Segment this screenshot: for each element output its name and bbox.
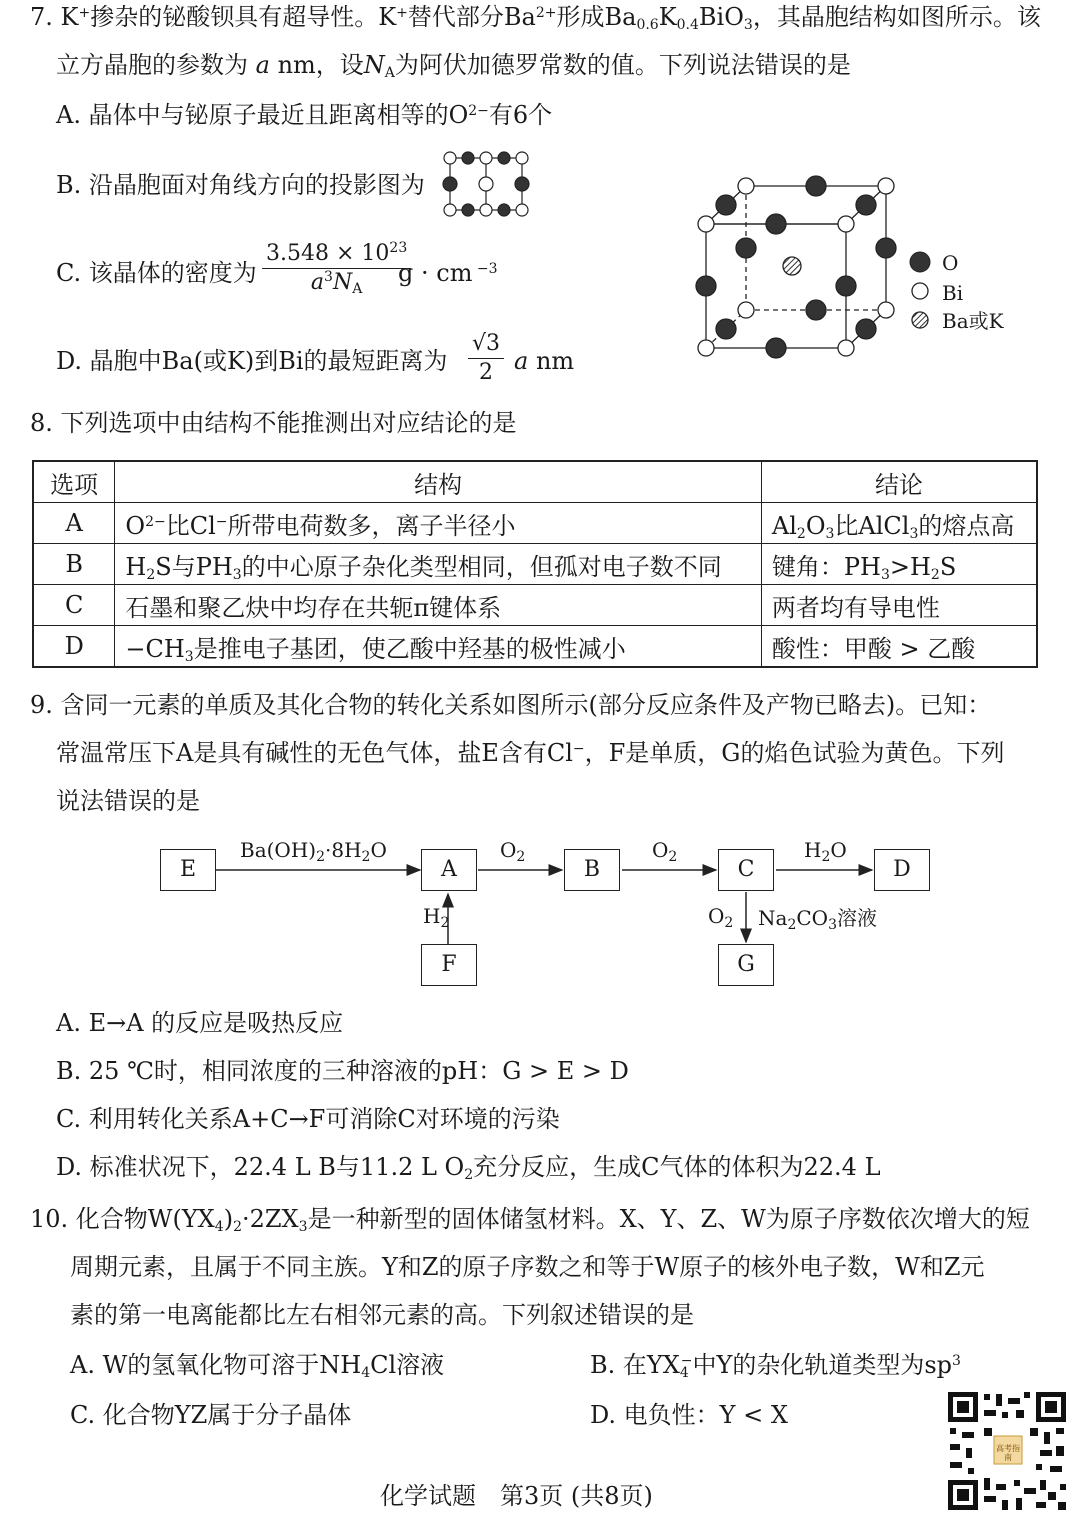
table-row: D $-CH_3$是推电子基团，使乙酸中羟基的极性减小 酸性：甲酸 > 乙酸 bbox=[33, 626, 1037, 668]
q7-option-d: D. 晶胞中Ba(或K)到Bi的最短距离为 bbox=[56, 347, 448, 375]
q10-option-c: C. 化合物YZ属于分子晶体 bbox=[70, 1401, 352, 1429]
node-c: C bbox=[718, 849, 774, 891]
node-e: E bbox=[160, 849, 216, 891]
q7-option-c: C. 该晶体的密度为 bbox=[56, 259, 257, 287]
arrow-label-o2-ab: $O_2$ bbox=[500, 838, 526, 865]
distance-fraction: $\frac{√3}{2}$ bbox=[468, 330, 504, 387]
legend-markers bbox=[906, 250, 936, 334]
qr-caption: 高考指南 bbox=[996, 1444, 1020, 1462]
density-unit: g · cm $^{-3}$ bbox=[398, 259, 498, 287]
distance-unit: a nm bbox=[514, 347, 575, 375]
arrow-label-ea: $Ba(OH)_2\cdot 8H_2O$ bbox=[240, 838, 387, 865]
q10-option-a: A. W的氢氧化物可溶于$NH_4Cl$溶液 bbox=[70, 1351, 445, 1381]
legend-o: O bbox=[942, 251, 959, 275]
table-header: 选项 结构 结论 bbox=[33, 461, 1037, 503]
node-g: G bbox=[718, 944, 774, 986]
q8-table bbox=[32, 460, 1038, 668]
table-row: C 石墨和聚乙炔中均存在共轭π键体系 两者均有导电性 bbox=[33, 585, 1037, 626]
q9-line2: 常温常压下A是具有碱性的无色气体，盐E含有Cl−，F是单质，G的焰色试验为黄色。下列 bbox=[56, 739, 1005, 767]
arrow-label-o2-bc: $O_2$ bbox=[652, 838, 678, 865]
arrow-label-h2: $H_2$ bbox=[423, 904, 450, 931]
q10-option-d: D. 电负性：Y < X bbox=[590, 1401, 788, 1429]
node-d: D bbox=[874, 849, 930, 891]
node-b: B bbox=[564, 849, 620, 891]
node-a: A bbox=[421, 849, 477, 891]
q10-option-b: B. 在$YX_4^-$中Y的杂化轨道类型为$sp^3$ bbox=[590, 1351, 961, 1381]
q8-stem: 8. 下列选项中由结构不能推测出对应结论的是 bbox=[30, 409, 517, 437]
q7-line1: 7. K+掺杂的铋酸钡具有超导性。K+替代部分$Ba^{2+}$形成$Ba_{0.6}K_{0.4}BiO_3$，其晶胞结构如图所示。该 bbox=[30, 3, 1041, 33]
page-footer: 化学试题 第3页 (共8页) bbox=[380, 1482, 653, 1510]
projection-figure bbox=[436, 150, 532, 220]
legend-ba: Ba或K bbox=[942, 309, 1004, 333]
crystal-cell-figure bbox=[690, 170, 900, 360]
q9-line3: 说法错误的是 bbox=[56, 787, 200, 815]
density-fraction: $\frac{3.548 \times 10^{23}}{a^3N_A}$ bbox=[262, 240, 411, 297]
arrow-label-o2-cg: $O_2$ bbox=[708, 904, 734, 931]
table-row: B $H_2S$与$PH_3$的中心原子杂化类型相同，但孤对电子数不同 键角：$PH_3>H_2S$ bbox=[33, 544, 1037, 585]
q10-line2: 周期元素，且属于不同主族。Y和Z的原子序数之和等于W原子的核外电子数，W和Z元 bbox=[70, 1253, 985, 1281]
q7-option-b: B. 沿晶胞面对角线方向的投影图为 bbox=[56, 171, 425, 199]
table-row: A $O^{2-}$比Cl−所带电荷数多，离子半径小 $Al_2O_3$比AlCl$_3$的熔点高 bbox=[33, 503, 1037, 544]
q9-option-c: C. 利用转化关系A+C→F可消除C对环境的污染 bbox=[56, 1105, 560, 1133]
legend-bi: Bi bbox=[942, 281, 964, 305]
q10-line3: 素的第一电离能都比左右相邻元素的高。下列叙述错误的是 bbox=[70, 1301, 694, 1329]
q10-line1: 10. 化合物$W(YX_4)_2\cdot 2ZX_3$是一种新型的固体储氢材料。X、Y、Z、W为原子序数依次增大的短 bbox=[30, 1205, 1030, 1235]
arrow-label-na2co3: $Na_2CO_3$溶液 bbox=[758, 906, 877, 933]
q7-option-a: A. 晶体中与铋原子最近且距离相等的$O^{2-}$有6个 bbox=[56, 101, 553, 129]
q9-option-d: D. 标准状况下，22.4 L B与11.2 L $O_2$充分反应，生成C气体的体积为22.4 L bbox=[56, 1153, 881, 1183]
node-f: F bbox=[421, 944, 477, 986]
q9-option-b: B. 25 ℃时，相同浓度的三种溶液的pH：G > E > D bbox=[56, 1057, 629, 1085]
q9-line1: 9. 含同一元素的单质及其化合物的转化关系如图所示(部分反应条件及产物已略去)。已知： bbox=[30, 691, 992, 719]
q7-line2: 立方晶胞的参数为 a nm，设$N_A$为阿伏加德罗常数的值。下列说法错误的是 bbox=[56, 51, 851, 81]
q9-option-a: A. E→A 的反应是吸热反应 bbox=[56, 1009, 344, 1037]
arrow-label-h2o: $H_2O$ bbox=[804, 838, 847, 865]
